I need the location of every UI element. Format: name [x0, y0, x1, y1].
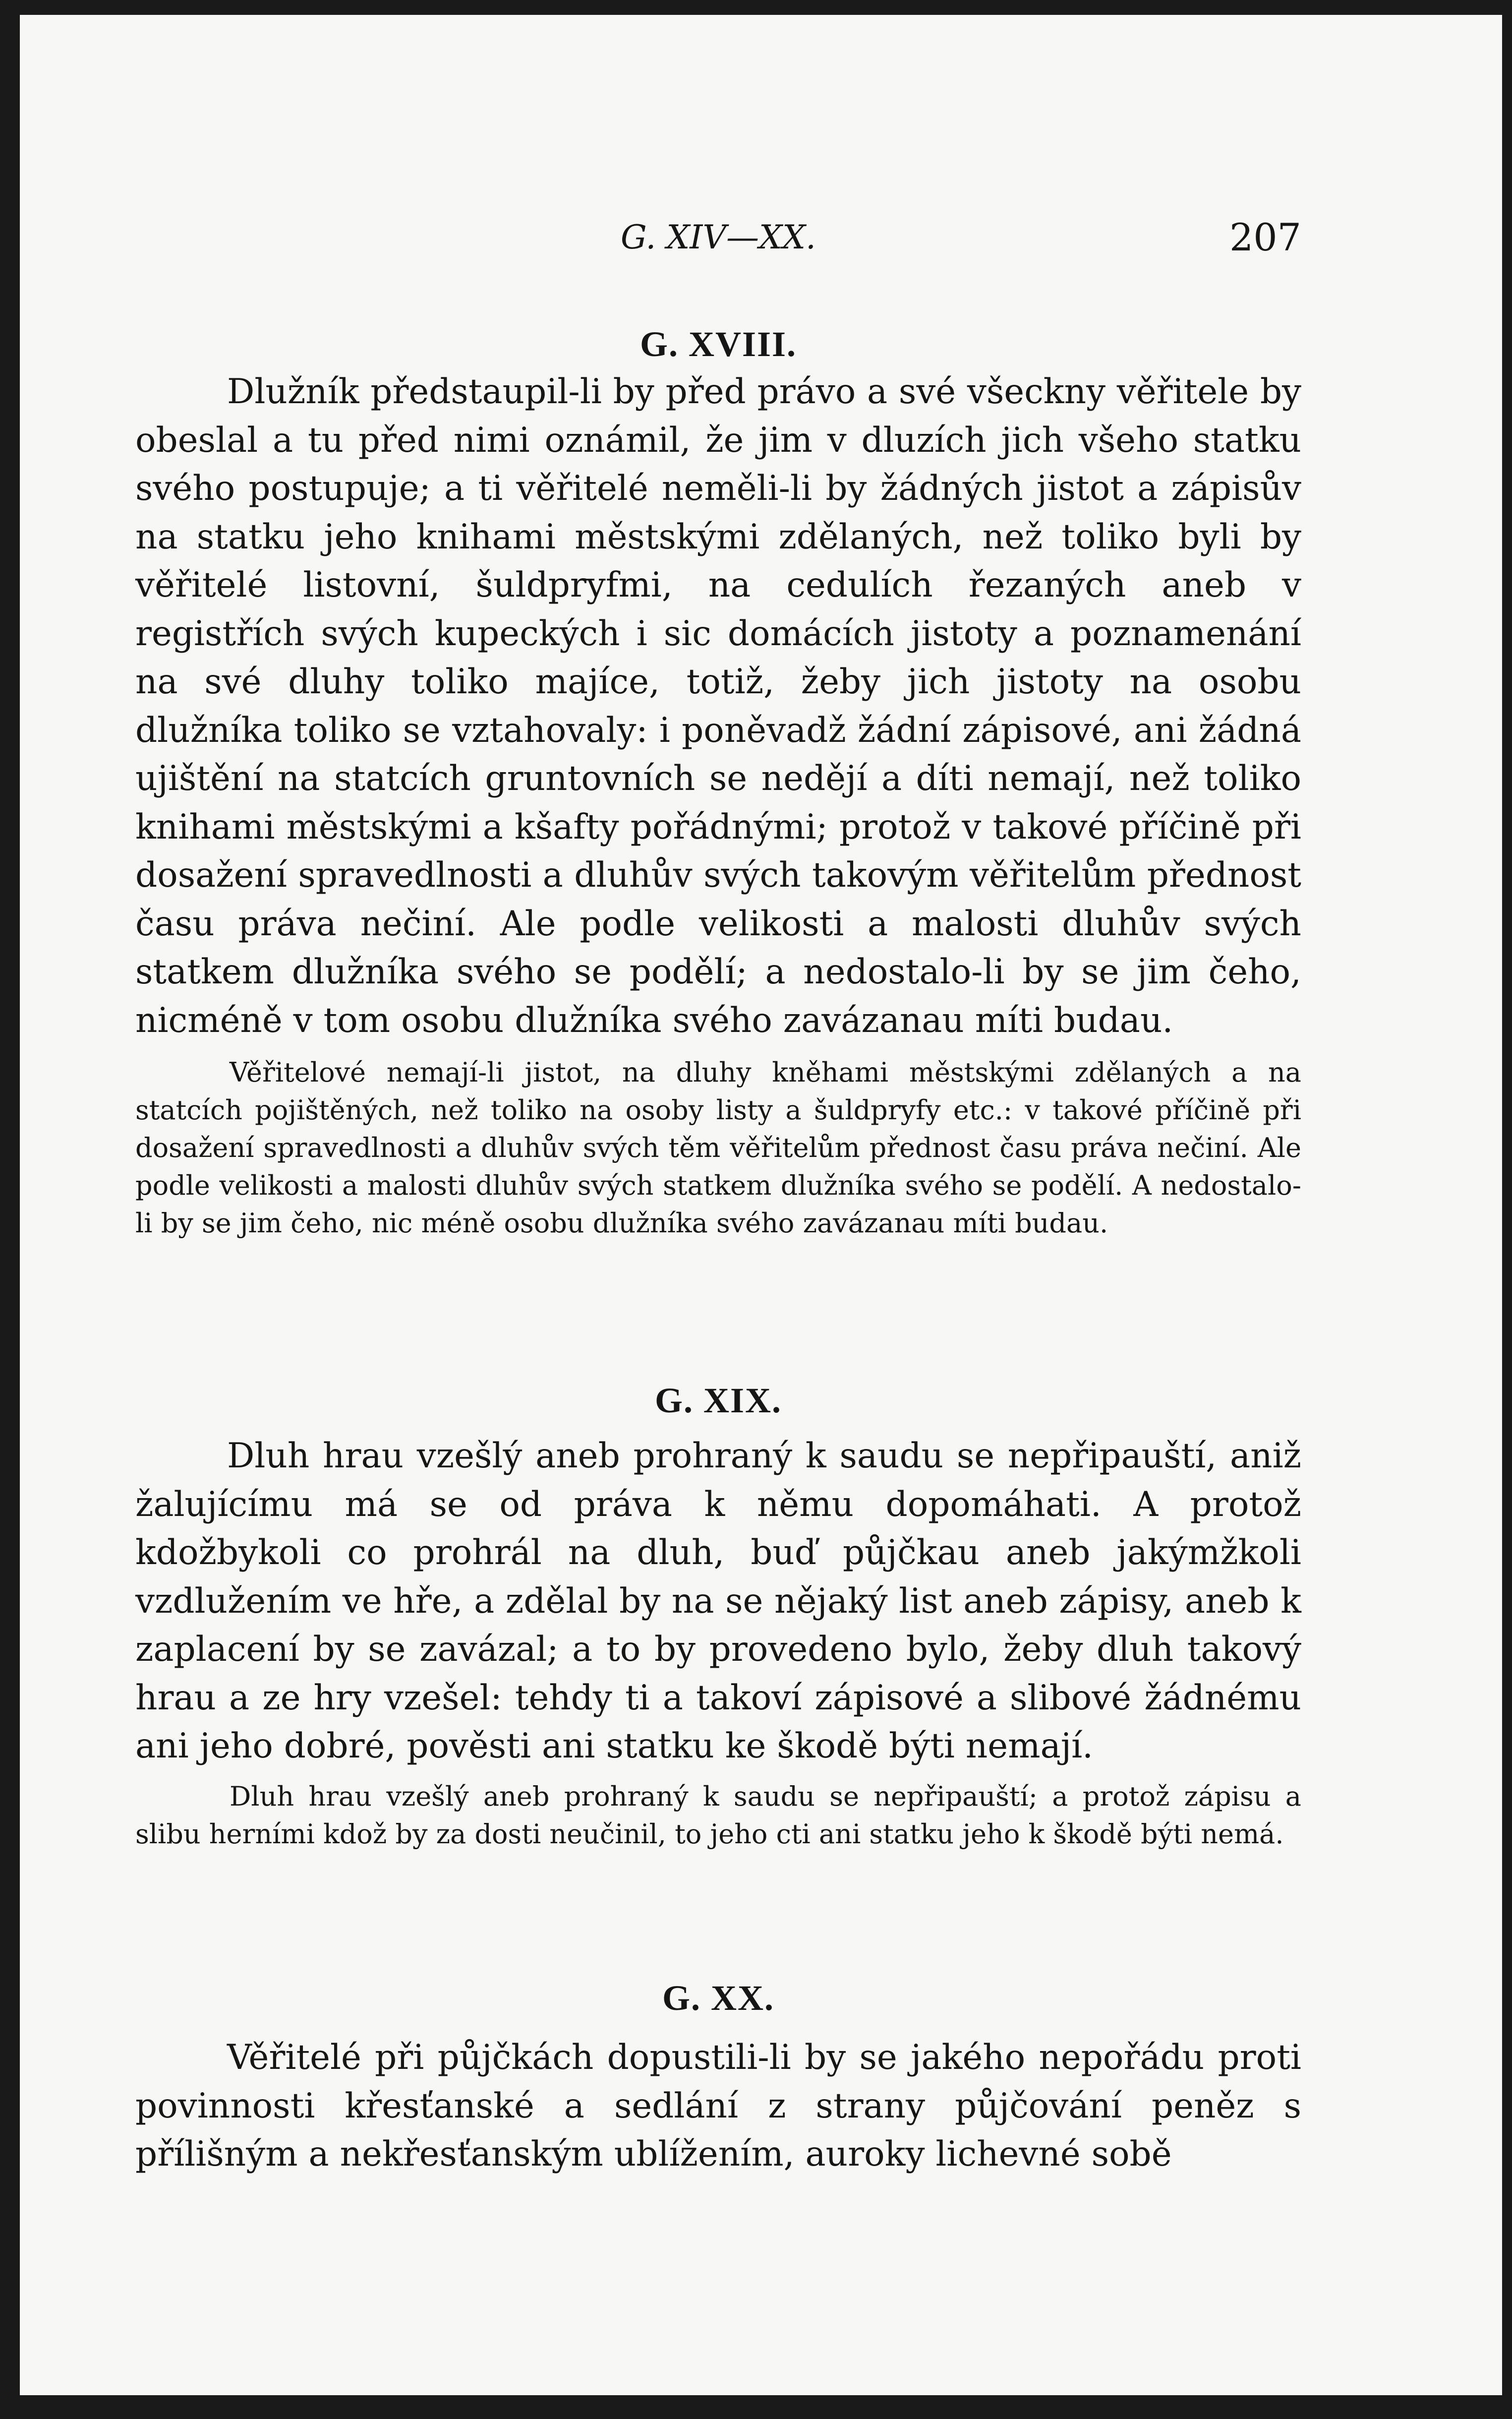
- section-19: [135, 1378, 1301, 1853]
- section-heading: G. XIX.: [654, 1381, 782, 1420]
- section-heading: G. XX.: [662, 1978, 774, 2018]
- section-heading: G. XVIII.: [640, 324, 797, 364]
- section-18: [135, 321, 1301, 1242]
- section-text: Věřitelé při půjčkách dopustili-li by se jakého nepořádu proti povinnosti křesťanské a sedlání z strany půjčování peněz s přílišným a nekřesťanským ublížením, auroky lichevné sobě: [135, 2038, 1301, 2174]
- running-title: G. XIV—XX.: [620, 218, 816, 256]
- book-page: [20, 15, 1502, 2395]
- running-head: [135, 208, 1301, 263]
- section-text: Dluh hrau vzešlý aneb prohraný k saudu se nepřipauští, aniž žalujícímu má se od práva k němu dopomáhati. A protož kdožbykoli co prohrál na dluh, buď půjčkau aneb jakýmžkoli vzdlužením ve hře, a zdělal by na se nějaký list aneb zápisy, aneb k zaplacení by se zavázal; a to by provedeno bylo, žeby dluh takový hrau a ze hry vzešel: tehdy ti a takoví zápisové a slibové žádnému ani jeho dobré, pověsti ani statku ke škodě býti nemají.: [135, 1436, 1301, 1766]
- section-summary: Dluh hrau vzešlý aneb prohraný k saudu se nepřipauští; a protož zápisu a slibu herními kdož by za dosti neučinil, to jeho cti ani statku jeho k škodě býti nemá.: [135, 1780, 1301, 1850]
- section-summary: Věřitelové nemají-li jistot, na dluhy kněhami městskými zdělaných a na statcích pojištěných, než toliko na osoby listy a šuldpryfy etc.: v takové příčině při dosažení spravedlnosti a dluhův svých těm věřitelům přednost času práva nečiní. Ale podle velikosti a malosti dluhův svých statkem dlužníka svého se podělí. A nedostalo-li by se jim čeho, nic méně osobu dlužníka svého zavázanau míti budau.: [135, 1057, 1301, 1239]
- section-text: Dlužník předstaupil-li by před právo a své všeckny věřitele by obeslal a tu před nimi oznámil, že jim v dluzích jich všeho statku svého postupuje; a ti věřitelé neměli-li by žádných jistot a zápisův na statku jeho knihami městskými zdělaných, než toliko byli by věřitelé listovní, šuldpryfmi, na cedulích řezaných aneb v registřích svých kupeckých i sic domácích jistoty a poznamenání na své dluhy toliko majíce, totiž, žeby jich jistoty na osobu dlužníka toliko se vztahovaly: i poněvadž žádní zápisové, ani žádná ujištění na statcích gruntovních se nedějí a díti nemají, než toliko knihami městskými a kšafty pořádnými; protož v takové příčině při dosažení spravedlnosti a dluhův svých takovým věřitelům přednost času práva nečiní. Ale podle velikosti a malosti dluhův svých statkem dlužníka svého se podělí; a nedostalo-li by se jim čeho, nicméně v tom osobu dlužníka svého zavázanau míti budau.: [135, 372, 1301, 1040]
- page-number: 207: [1229, 215, 1301, 259]
- section-20: [135, 1975, 1301, 2179]
